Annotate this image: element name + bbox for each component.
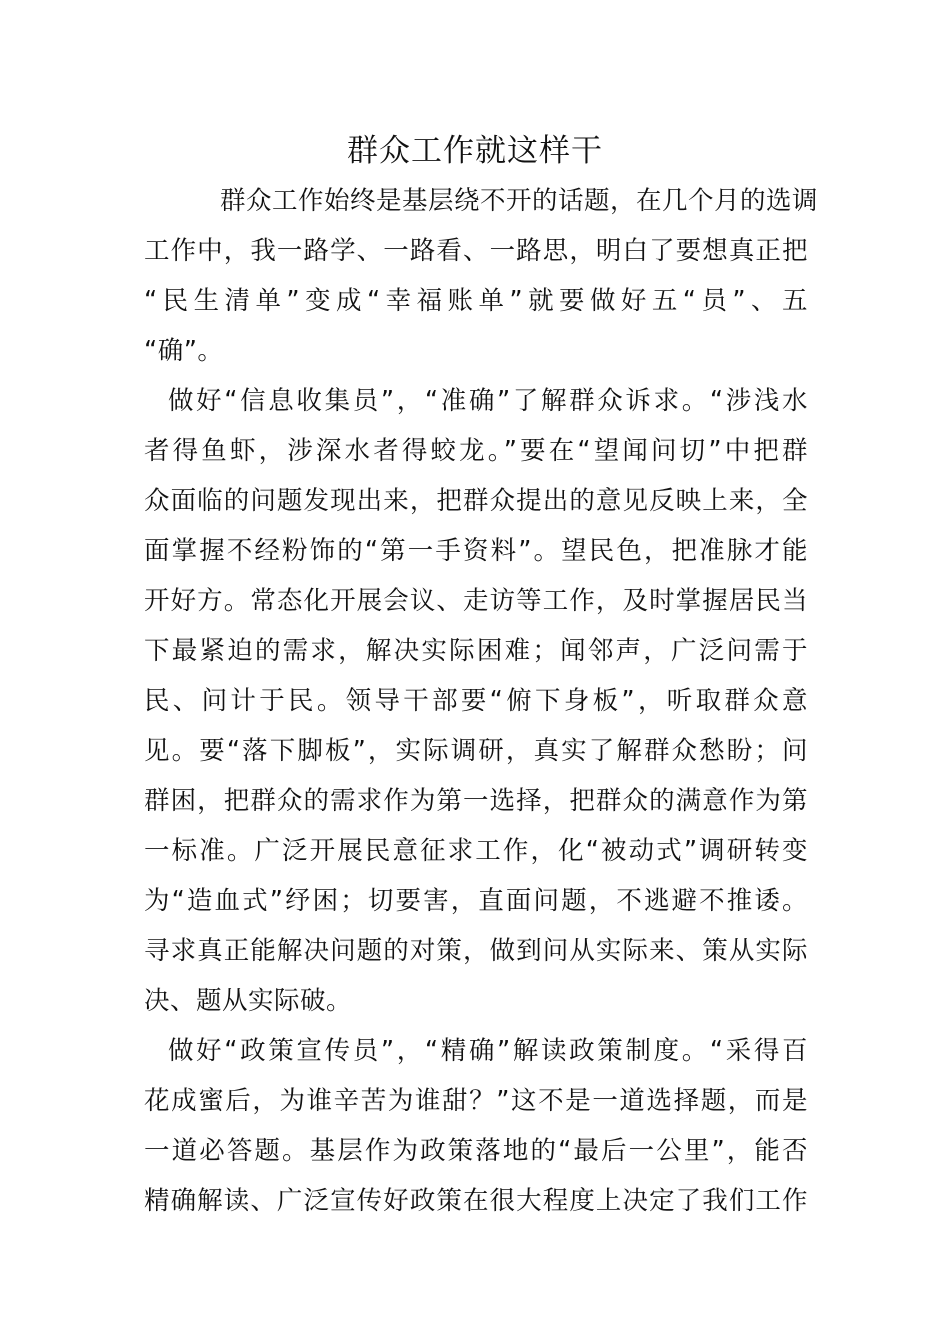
text-line: 者得鱼虾，涉深水者得蛟龙。”要在“望闻问切”中把群	[144, 436, 808, 466]
text-line: 为“造血式”纾困；切要害，直面问题，不逃避不推诿。	[144, 886, 808, 916]
text-line: 面掌握不经粉饰的“第一手资料”。望民色，把准脉才能	[144, 536, 808, 566]
text-line: 群众工作始终是基层绕不开的话题，在几个月的选调	[220, 186, 819, 216]
text-line: 工作中，我一路学、一路看、一路思，明白了要想真正把	[144, 236, 808, 266]
text-line: “确”。	[144, 336, 224, 366]
text-line: 下最紧迫的需求，解决实际困难；闻邻声，广泛问需于	[144, 636, 808, 666]
document-title: 群众工作就这样干	[347, 133, 603, 169]
text-line: 一道必答题。基层作为政策落地的“最后一公里”，能否	[144, 1136, 808, 1166]
document-body	[144, 176, 819, 1226]
text-line: 寻求真正能解决问题的对策，做到问从实际来、策从实际	[144, 936, 808, 966]
text-line: 众面临的问题发现出来，把群众提出的意见反映上来，全	[144, 486, 808, 516]
text-line: 决、题从实际破。	[144, 986, 353, 1016]
text-line: 做好“政策宣传员”，“精确”解读政策制度。“采得百	[168, 1036, 808, 1066]
text-line: “民生清单”变成“幸福账单”就要做好五“员”、五	[144, 286, 808, 316]
paragraph-policy-promoter	[144, 1026, 808, 1226]
text-line: 一标准。广泛开展民意征求工作，化“被动式”调研转变	[144, 836, 808, 866]
paragraph-information-collector	[144, 376, 808, 1026]
text-line: 群困，把群众的需求作为第一选择，把群众的满意作为第	[144, 786, 808, 816]
paragraph-intro	[144, 176, 819, 376]
text-line: 花成蜜后，为谁辛苦为谁甜？”这不是一道选择题，而是	[144, 1086, 808, 1116]
text-line: 民、问计于民。领导干部要“俯下身板”，听取群众意	[144, 686, 808, 716]
text-line: 见。要“落下脚板”，实际调研，真实了解群众愁盼；问	[144, 736, 808, 766]
text-line: 做好“信息收集员”，“准确”了解群众诉求。“涉浅水	[168, 386, 808, 416]
text-line: 开好方。常态化开展会议、走访等工作，及时掌握居民当	[144, 586, 808, 616]
text-line: 精确解读、广泛宣传好政策在很大程度上决定了我们工作	[144, 1186, 808, 1216]
